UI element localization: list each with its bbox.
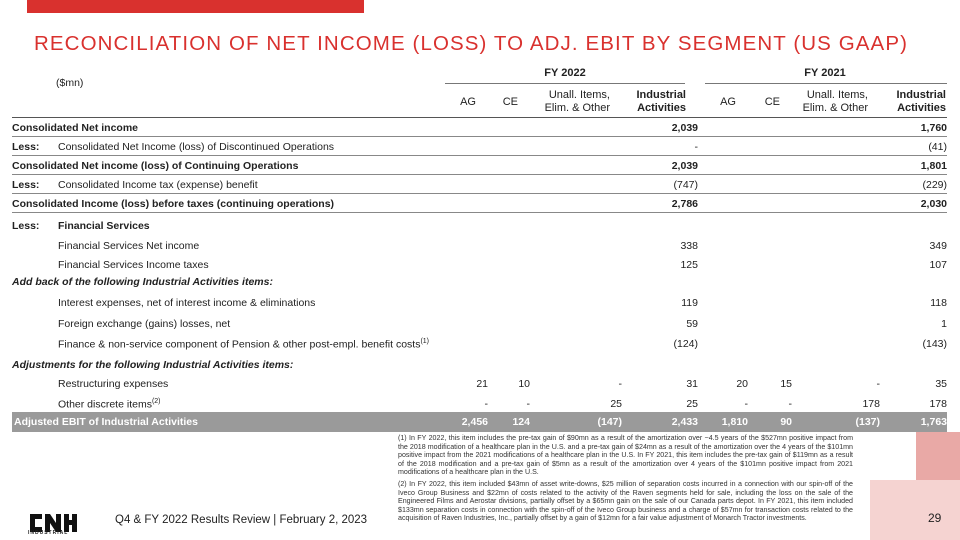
table-row (12, 374, 947, 393)
col-fy21-unallocated: Unall. Items, Elim. & Other (802, 89, 868, 114)
col-fy22-ag: AG (460, 95, 476, 108)
less-label: Less: (12, 220, 40, 232)
cell-fy21-unallocated: - (876, 378, 880, 390)
cell-fy22-industrial: 25 (686, 398, 698, 410)
cell-fy21-industrial: 2,030 (920, 198, 947, 210)
table-row (12, 236, 947, 255)
row-label: Adjustments for the following Industrial Activities items: (12, 359, 294, 371)
cell-fy22-ce: 124 (512, 416, 530, 428)
row-label: Financial Services Net income (58, 240, 200, 252)
cell-fy22-ce: 10 (518, 378, 530, 390)
row-label: Consolidated Net income (loss) of Continuing Operations (12, 160, 299, 172)
cell-fy22-industrial: 2,786 (671, 198, 698, 210)
cell-fy21-ag: 1,810 (721, 416, 748, 428)
cell-fy21-ce: 90 (780, 416, 792, 428)
footnotes (398, 434, 853, 526)
cell-fy21-industrial: 1,801 (920, 160, 947, 172)
footnote-2: (2) In FY 2022, this item included $43mn of asset write-downs, $25 million of separation costs incurred in a connection with our spin-off of the Iveco Group Business and $22mn of costs related to the activity of the Raven segments held for sale, including the loss on the sale of the Engineered Films and Aerostar divisions, partially offset by a $65mn gain on the sale of our Canada parts depot. In FY 2021, this item included $133mn separation costs in connection with the spin-off of the Iveco Group business and a charge of $57mn for transaction costs related to the acquisition of Raven Industries, Inc., partially offset by a gain of $12mn for a fair value adjustment of Monarch Tractor investments. (398, 479, 853, 523)
page-title: RECONCILIATION OF NET INCOME (LOSS) TO ADJ. EBIT BY SEGMENT (US GAAP) (34, 32, 909, 55)
cell-fy21-industrial: 1 (941, 318, 947, 330)
cell-fy21-industrial: 35 (935, 378, 947, 390)
cell-fy22-industrial: 119 (681, 297, 698, 309)
cell-fy21-ag: - (744, 398, 748, 410)
cell-fy21-ce: 15 (780, 378, 792, 390)
table-row (12, 293, 947, 312)
cell-fy21-ag: 20 (736, 378, 748, 390)
top-accent-bar (27, 0, 364, 13)
footer-text: Q4 & FY 2022 Results Review | February 2, 2023 (115, 514, 368, 526)
cell-fy22-industrial: 125 (680, 259, 698, 271)
cell-fy22-industrial: (124) (673, 338, 698, 350)
row-label: Restructuring expenses (58, 378, 169, 390)
cell-fy22-unallocated: - (618, 378, 622, 390)
cell-fy22-ag: 21 (476, 378, 488, 390)
row-label: Adjusted EBIT of Industrial Activities (14, 416, 198, 428)
page-number: 29 (928, 511, 942, 525)
less-label: Less: (12, 179, 40, 191)
cell-fy21-unallocated: 178 (862, 398, 880, 410)
table-row (12, 156, 947, 175)
table-row (12, 272, 947, 291)
cell-fy22-industrial: 59 (686, 318, 698, 330)
col-fy22-industrial: Industrial Activities (636, 89, 686, 114)
cell-fy22-ag: - (484, 398, 488, 410)
cell-fy22-industrial: 2,039 (671, 122, 698, 134)
cell-fy22-unallocated: 25 (610, 398, 622, 410)
col-fy21-industrial: Industrial Activities (896, 89, 946, 114)
col-fy22-unallocated: Unall. Items, Elim. & Other (544, 89, 610, 114)
cell-fy21-industrial: 118 (930, 297, 947, 309)
less-label: Less: (12, 141, 40, 153)
cell-fy22-industrial: 2,433 (671, 416, 698, 428)
cell-fy22-industrial: - (694, 141, 698, 153)
cell-fy21-industrial: (143) (922, 338, 947, 350)
row-label: Finance & non-service component of Pension & other post-empl. benefit costs$^{(1)}$ (58, 338, 430, 351)
cell-fy22-ag: 2,456 (461, 416, 488, 428)
cell-fy22-industrial: 2,039 (671, 160, 698, 172)
footnote-ref-2: (2) (151, 398, 161, 405)
row-label: Consolidated Net Income (loss) of Discontinued Operations (58, 141, 335, 153)
row-label: Other discrete items$^{(2)}$ (58, 398, 161, 411)
row-label: Consolidated Income (loss) before taxes (continuing operations) (12, 198, 335, 210)
col-fy21-ce: CE (764, 95, 780, 108)
cell-fy22-industrial: 31 (686, 378, 698, 390)
cell-fy21-industrial: 1,763 (920, 416, 947, 428)
cell-fy22-industrial: (747) (673, 179, 698, 191)
cell-fy22-unallocated: (147) (597, 416, 622, 428)
footnote-ref-1: (1) (420, 338, 430, 345)
cell-fy21-industrial: (41) (928, 141, 947, 153)
col-fy22-ce: CE (502, 95, 518, 108)
table-row (12, 314, 947, 333)
cell-fy21-ce: - (788, 398, 792, 410)
table-row (12, 118, 947, 137)
units-label: ($mn) (56, 77, 84, 89)
row-label: Consolidated Income tax (expense) benefit (58, 179, 258, 191)
cell-fy21-industrial: (229) (922, 179, 947, 191)
cell-fy21-industrial: 107 (929, 259, 947, 271)
period-fy2022: FY 2022 (544, 67, 586, 79)
cell-fy22-industrial: 338 (680, 240, 698, 252)
cell-fy21-unallocated: (137) (855, 416, 880, 428)
row-label: Financial Services (58, 220, 150, 232)
cell-fy21-industrial: 178 (929, 398, 947, 410)
table-row (12, 175, 947, 194)
row-label: Add back of the following Industrial Activities items: (12, 276, 273, 288)
cell-fy21-industrial: 349 (929, 240, 947, 252)
cell-fy22-ce: - (526, 398, 530, 410)
table-row (12, 334, 947, 353)
period-fy2021-underline (705, 83, 947, 84)
period-fy2022-underline (445, 83, 685, 84)
row-label: Financial Services Income taxes (58, 259, 209, 271)
table-row (12, 394, 947, 413)
table-row-total (12, 412, 947, 432)
decor-block-light (870, 480, 960, 540)
period-fy2021: FY 2021 (804, 67, 846, 79)
table-row (12, 355, 947, 374)
footnote-1: (1) In FY 2022, this item includes the pre-tax gain of $90mn as a result of the amortization over ~4.5 years of the $527mn positive impact from the 2018 modification of a healthcare plan in the U.S. and a pre-tax gain of $24mn as a result of the amortization over the 4 years of the $101mn positive impact from the 2021 modifications of a healthcare plan in the U.S. In FY 2021, this item includes the pre-tax gain of $119mn as a result of the 2018 modification and a pre-tax gain of $5mn as a result of the amortization over 4 years of the $101mn positive impact from 2021 modifications of a healthcare plan in the U.S. (398, 434, 853, 477)
row-label: Interest expenses, net of interest income & eliminations (58, 297, 316, 309)
row-label: Foreign exchange (gains) losses, net (58, 318, 231, 330)
logo-subtext: INDUSTRIAL (28, 530, 69, 536)
cell-fy21-industrial: 1,760 (920, 122, 947, 134)
row-label: Consolidated Net income (12, 122, 139, 134)
col-fy21-ag: AG (720, 95, 736, 108)
table-row (12, 194, 947, 213)
table-row (12, 137, 947, 156)
table-row (12, 216, 947, 235)
